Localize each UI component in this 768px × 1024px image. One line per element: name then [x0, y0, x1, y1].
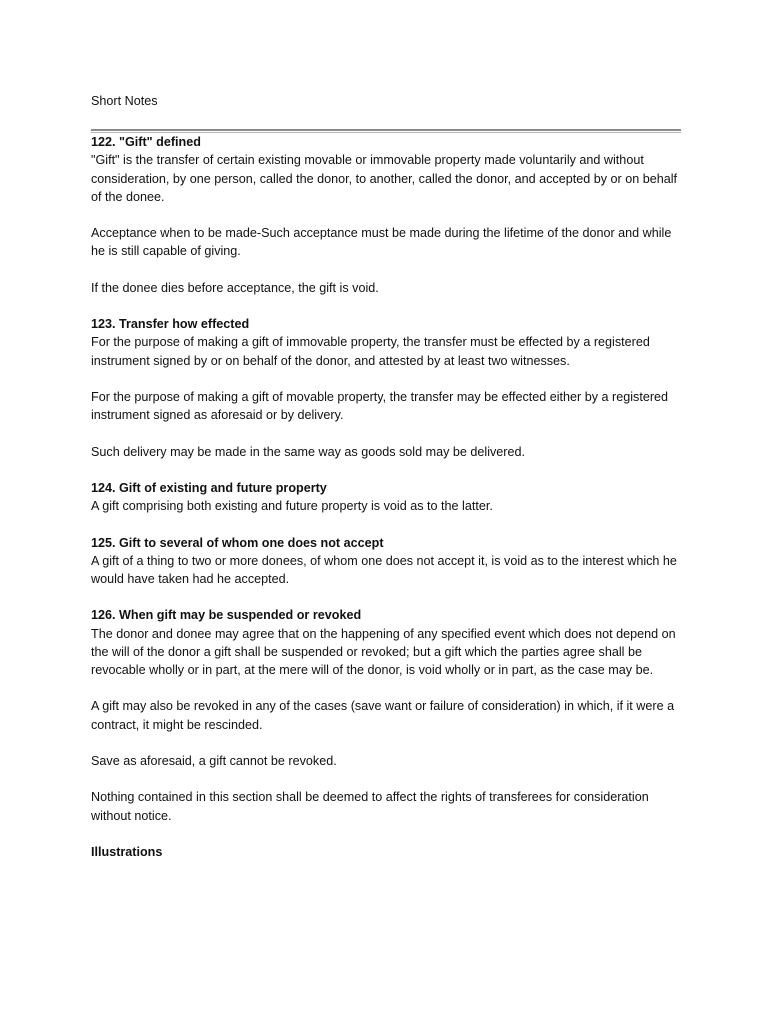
document-title: Short Notes	[91, 94, 158, 108]
section-heading: 126. When gift may be suspended or revoked	[91, 608, 362, 623]
document-content	[91, 92, 683, 861]
section-paragraph: Such delivery may be made in the same way as goods sold may be delivered.	[91, 444, 526, 459]
section-paragraph: If the donee dies before acceptance, the gift is void.	[91, 280, 379, 295]
section-paragraph: A gift of a thing to two or more donees, of whom one does not accept it, is void as to the interest which he would have taken had he accepted.	[91, 553, 677, 586]
document-section	[91, 133, 683, 297]
section-paragraph: Nothing contained in this section shall be deemed to affect the rights of transferees for consideration without notice.	[91, 790, 649, 823]
section-paragraph: A gift may also be revoked in any of the cases (save want or failure of consideration) in which, if it were a contract, it might be rescinded.	[91, 699, 675, 732]
document-section	[91, 315, 683, 461]
section-heading: 123. Transfer how effected	[91, 317, 250, 332]
section-heading: 125. Gift to several of whom one does not accept	[91, 535, 384, 550]
document-section	[91, 534, 683, 589]
section-heading: 122. "Gift" defined	[91, 135, 201, 150]
section-paragraph: For the purpose of making a gift of immovable property, the transfer must be effected by a registered instrument signed by or on behalf of the donor, and attested by at least two witnesses.	[91, 335, 650, 368]
section-paragraph: The donor and donee may agree that on the happening of any specified event which does not depend on the will of the donor a gift shall be suspended or revoked; but a gift which the parties agree shall be revocable wholly or in part, at the mere will of the donor, is void wholly or in part, as the case may be.	[91, 626, 676, 677]
illustrations-heading: Illustrations	[91, 844, 163, 859]
section-paragraph: For the purpose of making a gift of movable property, the transfer may be effected either by a registered instrument signed as aforesaid or by delivery.	[91, 389, 669, 423]
sections-container	[91, 133, 683, 825]
section-paragraph: A gift comprising both existing and future property is void as to the latter.	[91, 499, 493, 514]
section-paragraph: "Gift" is the transfer of certain existing movable or immovable property made voluntarily and without consideration, by one person, called the donor, to another, called the donor, and accepted by or on behalf of the donee.	[91, 153, 678, 204]
document-section	[91, 479, 683, 515]
section-paragraph: Acceptance when to be made-Such acceptance must be made during the lifetime of the donor and while he is still capable of giving.	[91, 226, 672, 259]
document-section	[91, 606, 683, 824]
section-heading: 124. Gift of existing and future property	[91, 480, 327, 495]
section-paragraph: Save as aforesaid, a gift cannot be revoked.	[91, 753, 337, 768]
